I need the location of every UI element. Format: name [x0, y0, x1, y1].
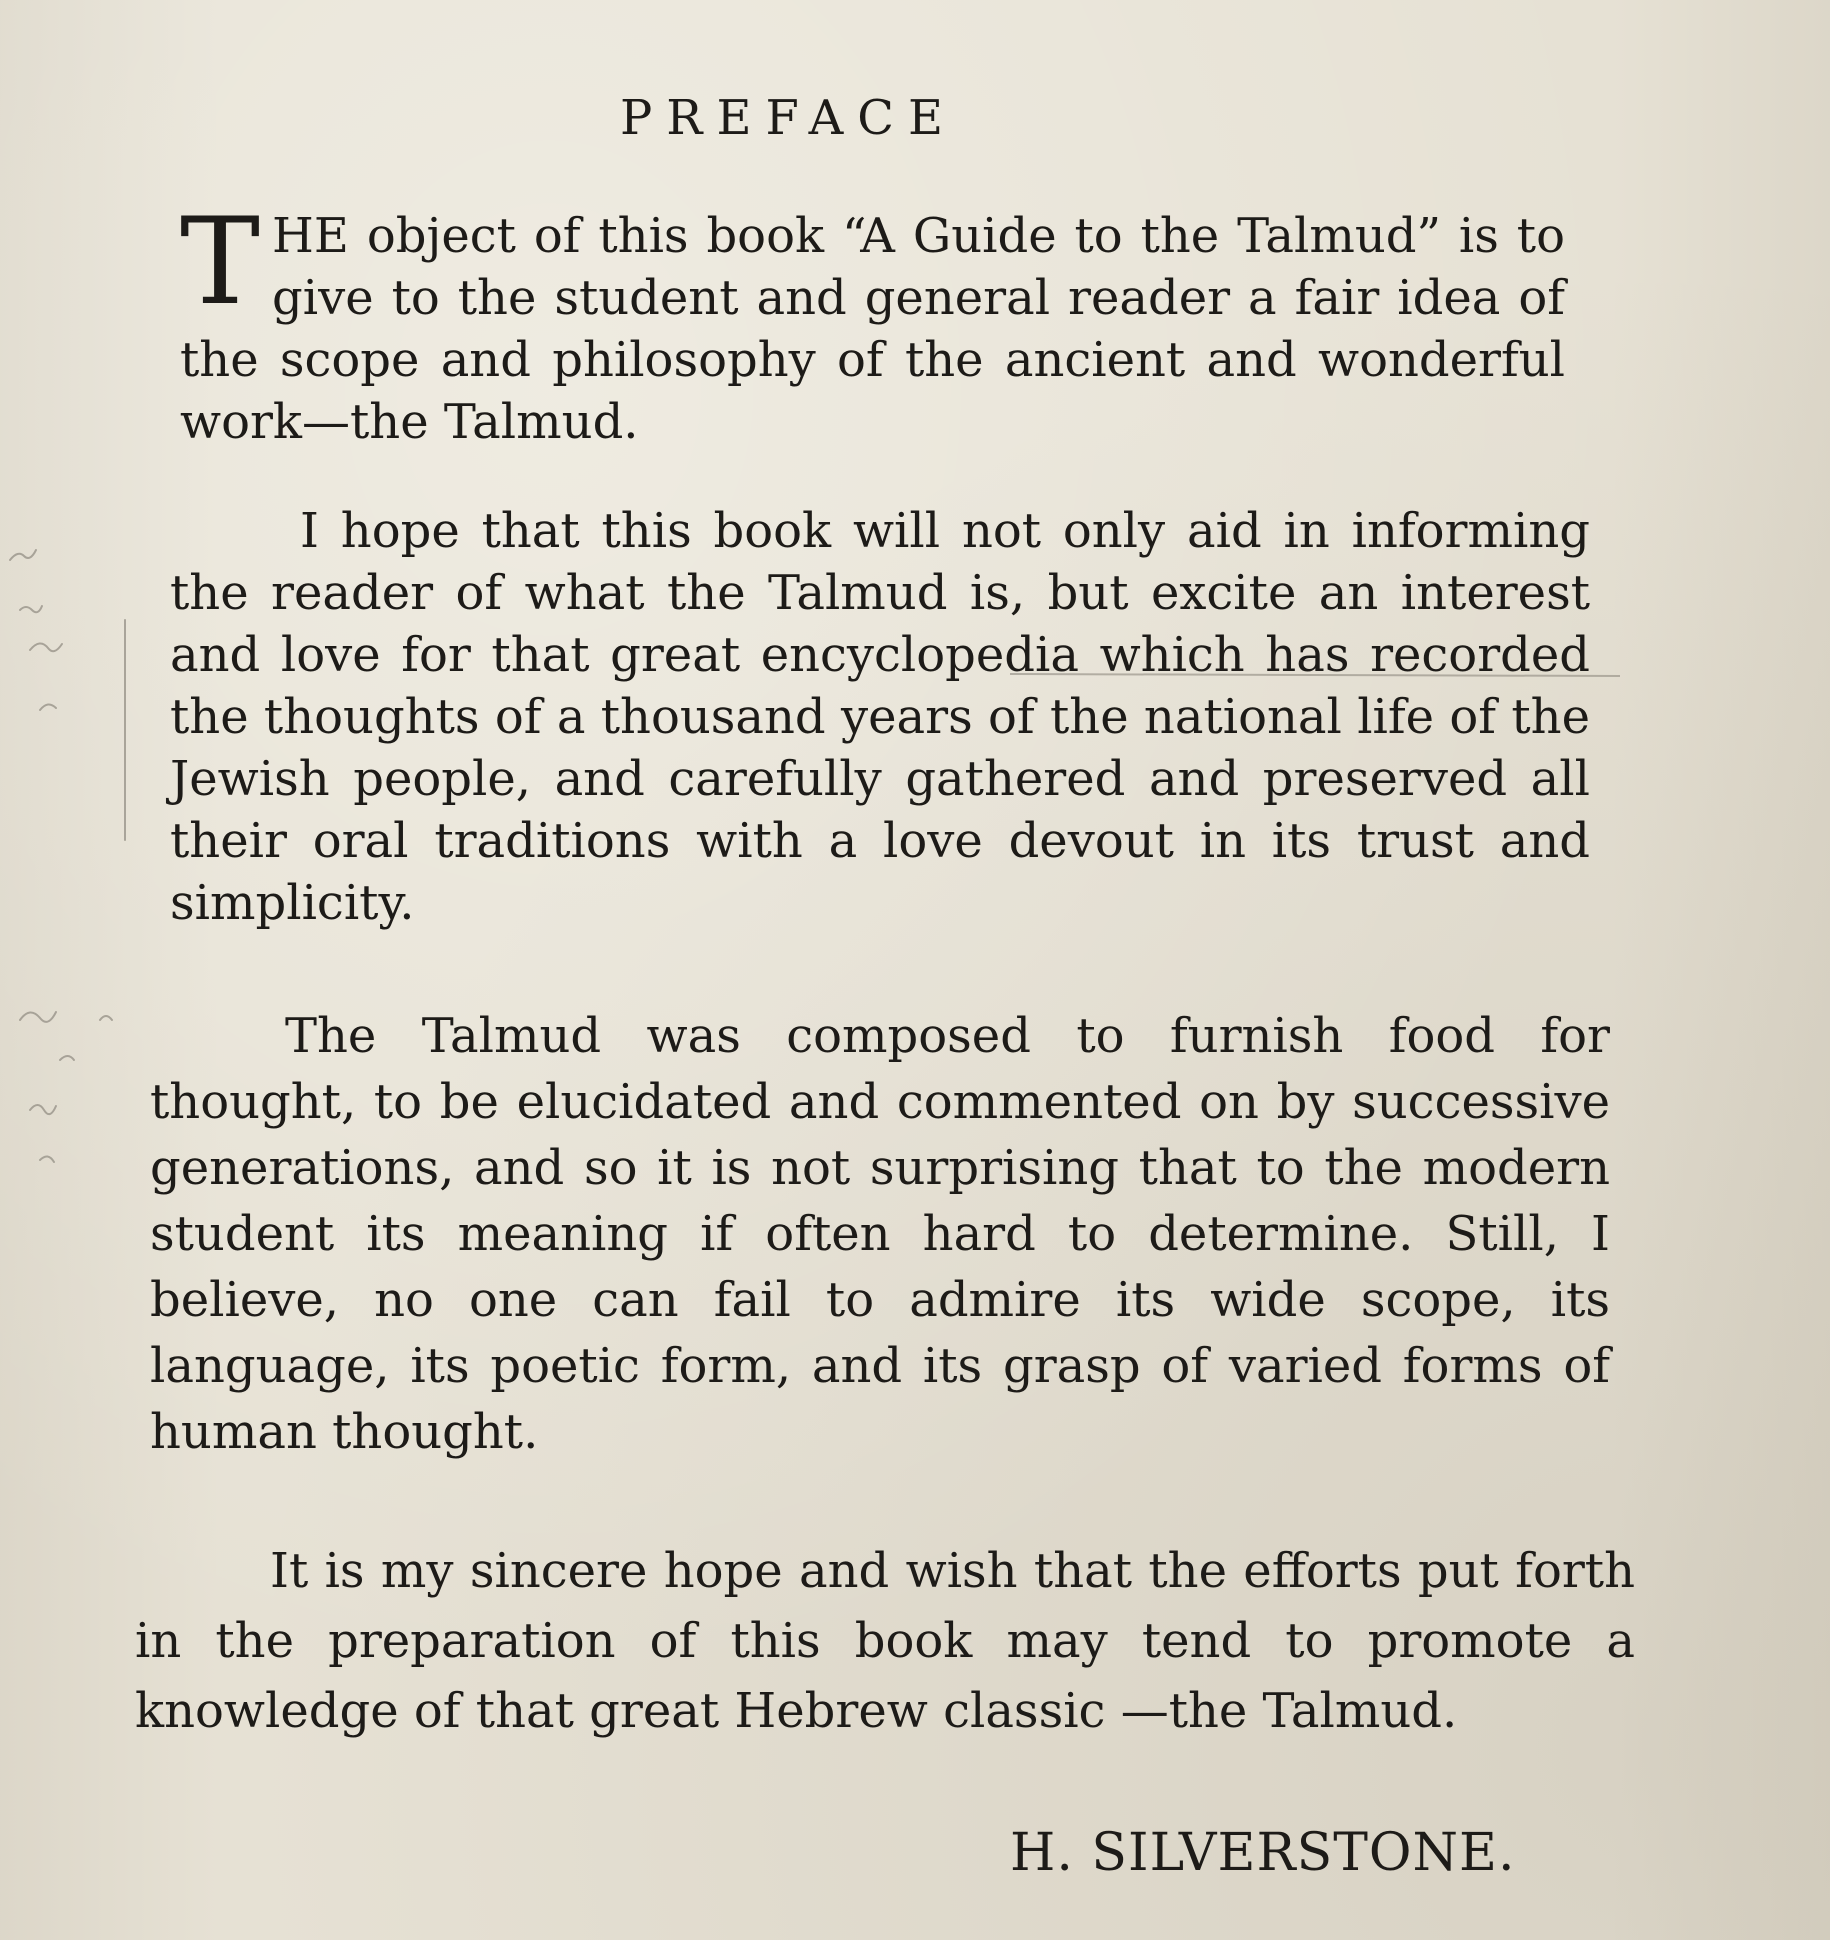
page-heading: PREFACE: [620, 90, 958, 146]
drop-cap: T: [180, 193, 261, 332]
author-signature: H. SILVERSTONE.: [1010, 1823, 1516, 1883]
paragraph-1: [180, 193, 1565, 453]
paragraph-1-text: HE object of this book “A Guide to the Talmud” is to give to the student and general reader a fair idea of the scope and philosophy of the ancient and wonderful work—the Talmud.: [180, 208, 1565, 450]
paragraph-2: I hope that this book will not only aid in informing the reader of what the Talmud is, but excite an interest and love for that great encyclopedia which has recorded the thoughts of a thousand years of the national life of the Jewish people, and carefully gathered and preserved all their oral traditions with a love devout in its trust and simplicity.: [170, 503, 1590, 931]
paragraph-4: It is my sincere hope and wish that the efforts put forth in the preparation of this book may tend to promote a knowledge of that great Hebrew classic —the Talmud.: [135, 1543, 1635, 1739]
paragraph-3: The Talmud was composed to furnish food for thought, to be elucidated and commented on by successive generations, and so it is not surprising that to the modern student its meaning if often hard to determine. Still, I believe, no one can fail to admire its wide scope, its language, its poetic form, and its grasp of varied forms of human thought.: [150, 1008, 1610, 1460]
